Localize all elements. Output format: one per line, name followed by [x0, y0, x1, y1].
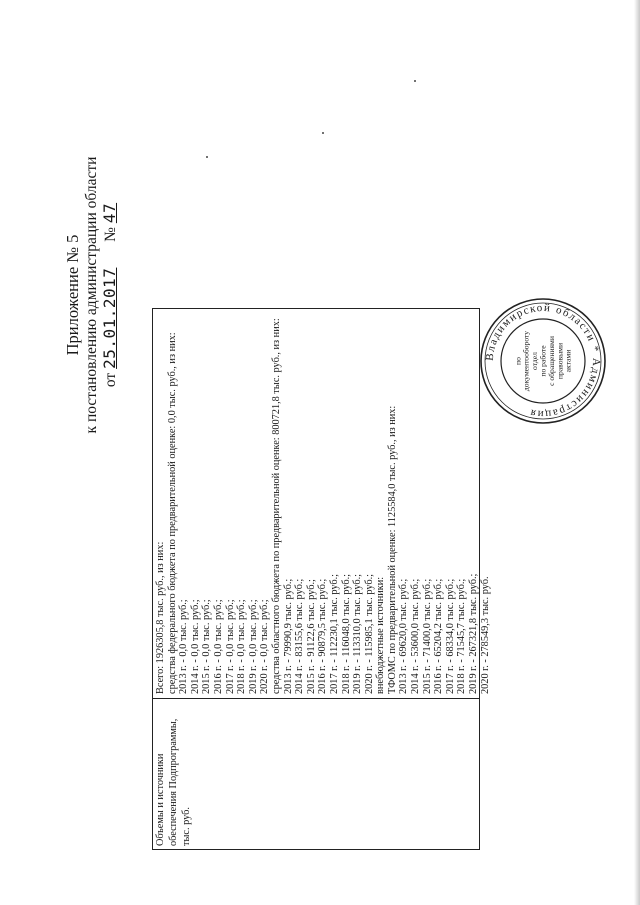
- header-block: [64, 145, 121, 445]
- resolution-subtitle: к постановлению администрации области: [82, 156, 100, 434]
- funding-line: 2018 г. - 0,0 тыс. руб.;: [236, 599, 248, 694]
- funding-line: средства областного бюджета по предварительной оценке: 800721,8 тыс. руб., из них:: [270, 318, 282, 694]
- funding-line: 2016 г. - 90879,5 тыс. руб.;: [317, 578, 329, 694]
- stamp-inner-line: актами: [563, 349, 573, 373]
- funding-values-cell: [153, 309, 491, 698]
- funding-line: 2017 г. - 112230,1 тыс. руб.;: [328, 573, 340, 694]
- official-stamp: [478, 296, 608, 426]
- funding-line: средства федерального бюджета по предварительной оценке: 0,0 тыс. руб., из них:: [166, 332, 178, 694]
- stamp-inner-line: по работе: [538, 345, 548, 377]
- stamp-inner-line: по: [513, 357, 523, 365]
- funding-line: 2017 г. - 0,0 тыс. руб.;: [224, 599, 236, 694]
- funding-line: 2020 г. - 0,0 тыс. руб.;: [259, 599, 271, 694]
- funding-line: 2015 г. - 0,0 тыс. руб.;: [201, 599, 213, 694]
- resolution-number: 47: [100, 202, 119, 224]
- funding-line: 2018 г. - 116048,0 тыс. руб.;: [340, 573, 352, 694]
- funding-line: 2013 г. - 69620,0 тыс. руб.;: [398, 578, 410, 694]
- scan-edge: [634, 0, 640, 905]
- funding-line: 2018 г. - 71545,7 тыс. руб.;: [456, 578, 468, 694]
- funding-line: 2019 г. - 0,0 тыс. руб.;: [247, 599, 259, 694]
- resolution-date: 25.01.2017: [100, 267, 119, 369]
- funding-line: 2016 г. - 65204,2 тыс. руб.;: [433, 578, 445, 694]
- funding-line: 2014 г. - 0,0 тыс. руб.;: [189, 599, 201, 694]
- funding-line: 2014 г. - 53600,0 тыс. руб.;: [410, 578, 422, 694]
- funding-line: 2020 г. - 278549,3 тыс. руб.: [479, 576, 491, 694]
- funding-line: 2019 г. - 113310,0 тыс. руб.;: [352, 573, 364, 694]
- funding-line: ТФОМС по предварительной оценке: 1125584,0 тыс. руб., из них:: [386, 405, 398, 694]
- funding-line: 2017 г. - 68334,0 тыс. руб.;: [444, 578, 456, 694]
- stamp-inner-line: с обращениями: [546, 336, 556, 386]
- funding-line: 2016 г. - 0,0 тыс. руб.;: [212, 599, 224, 694]
- stamp-ring-text: Владимирской области * Администрация: [483, 301, 603, 421]
- funding-line: 2015 г. - 91122,6 тыс. руб.;: [305, 579, 317, 694]
- stamp-inner-line: правовыми: [555, 342, 565, 380]
- appendix-title: Приложение № 5: [63, 234, 82, 356]
- funding-line: 2013 г. - 0,0 тыс. руб.;: [178, 599, 190, 694]
- funding-line: 2019 г. - 267321,8 тыс. руб.;: [468, 573, 480, 694]
- funding-line: внебюджетные источники:: [375, 576, 387, 694]
- funding-line: 2013 г. - 79990,9 тыс. руб.;: [282, 578, 294, 694]
- resolution-date-line: [101, 145, 121, 445]
- funding-line: Всего: 1926305,8 тыс. руб., из них:: [155, 541, 166, 694]
- funding-table: [152, 308, 491, 850]
- stamp-inner-line: отдел: [530, 352, 540, 370]
- stamp-inner-line: документообороту: [521, 330, 531, 392]
- date-prefix: от: [102, 372, 119, 388]
- funding-line: 2014 г. - 83155,6 тыс. руб.;: [294, 578, 306, 694]
- funding-label-cell: Объемы и источники обеспечения Подпрограммы, тыс. руб.: [153, 698, 479, 849]
- funding-line: 2015 г. - 71400,0 тыс. руб.;: [421, 578, 433, 694]
- number-prefix: №: [102, 227, 119, 242]
- funding-line: 2020 г. - 115985,1 тыс. руб.;: [363, 573, 375, 694]
